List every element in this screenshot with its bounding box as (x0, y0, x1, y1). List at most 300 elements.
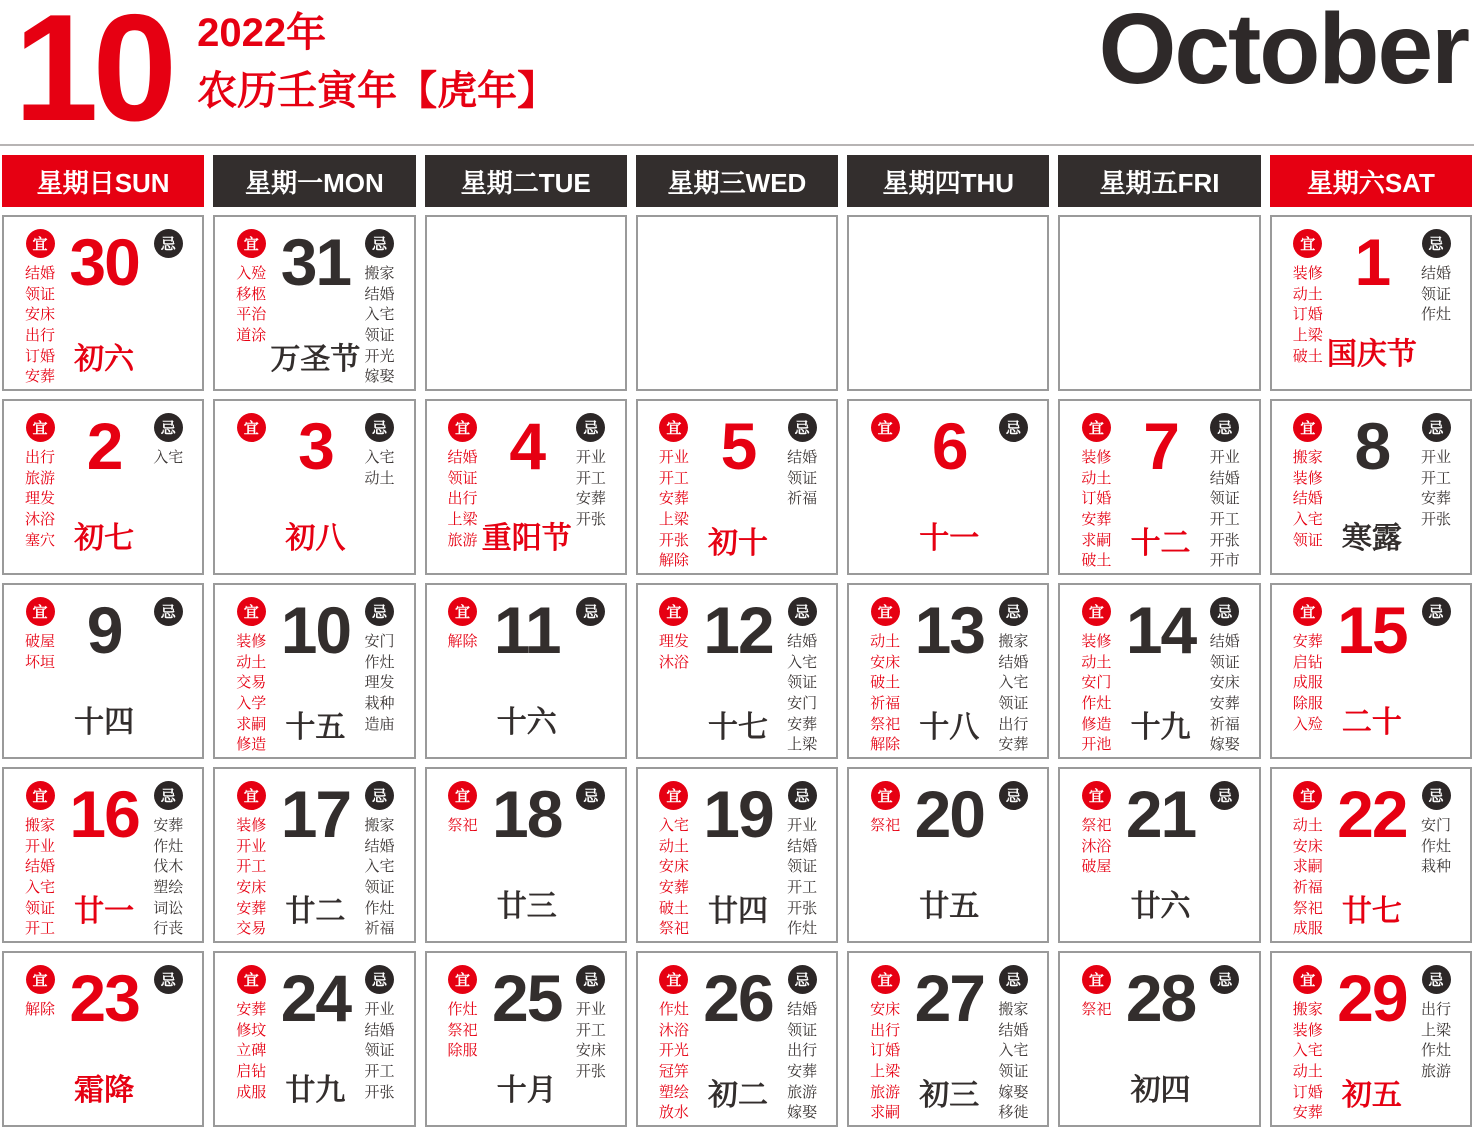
ji-item: 行丧 (153, 920, 184, 938)
ji-item: 搬家 (364, 265, 395, 282)
ji-badge: 忌 (576, 965, 605, 994)
ji-badge: 忌 (154, 597, 183, 626)
ji-list (1421, 264, 1451, 326)
yi-item: 破土 (870, 674, 901, 692)
day-cell (1058, 399, 1260, 575)
yi-item: 出行 (447, 490, 478, 508)
year-label: 2022年 (197, 11, 327, 55)
ji-badge: 忌 (365, 597, 394, 626)
yi-column (1282, 413, 1334, 567)
yi-item: 启钻 (1292, 653, 1323, 671)
day-number: 4 (509, 409, 545, 483)
ji-item: 结婚 (364, 285, 395, 303)
ji-badge: 忌 (1210, 781, 1239, 810)
ji-column (987, 781, 1039, 935)
yi-item: 动土 (1292, 1063, 1323, 1081)
yi-item: 作灶 (658, 1001, 689, 1018)
day-number: 3 (298, 409, 333, 483)
ji-item: 入宅 (364, 858, 395, 876)
day-cell (2, 951, 204, 1127)
yi-item: 求嗣 (236, 715, 267, 733)
yi-item: 开池 (1081, 736, 1112, 754)
ji-item: 领证 (1420, 285, 1451, 303)
ji-badge: 忌 (999, 413, 1028, 442)
day-label: 二十 (1341, 706, 1402, 739)
yi-item: 修坟 (236, 1021, 267, 1039)
yi-column (1070, 965, 1122, 1119)
ji-item: 伐木 (153, 858, 184, 876)
day-number: 7 (1143, 409, 1178, 483)
day-center (270, 225, 361, 388)
ji-column (142, 781, 194, 940)
yi-badge: 宜 (871, 781, 900, 810)
yi-item: 安葬 (236, 1001, 267, 1018)
yi-badge: 宜 (1082, 965, 1111, 994)
yi-item: 装修 (236, 633, 267, 650)
ji-item: 入宅 (364, 306, 395, 324)
weekday-header-row (0, 155, 1474, 207)
yi-list (236, 1000, 266, 1103)
ji-item: 开业 (575, 449, 606, 466)
ji-column (1199, 413, 1251, 572)
yi-list (870, 632, 900, 756)
ji-item: 开市 (1209, 552, 1240, 570)
ji-item: 作灶 (364, 653, 395, 671)
yi-column (1070, 781, 1122, 935)
ji-badge: 忌 (154, 781, 183, 810)
ji-item: 移徙 (998, 1104, 1029, 1122)
ji-badge: 忌 (788, 597, 817, 626)
yi-column (1070, 413, 1122, 572)
ji-list (153, 816, 183, 940)
day-label: 廿五 (919, 890, 980, 923)
yi-badge: 宜 (26, 229, 55, 258)
yi-item: 放水 (658, 1104, 689, 1122)
weekday-cell: 星期六SAT (1270, 155, 1472, 207)
yi-item: 移柩 (236, 285, 267, 303)
day-center (911, 409, 987, 567)
ji-item: 理发 (364, 674, 395, 692)
calendar-header (0, 0, 1474, 153)
day-cell (1270, 399, 1472, 575)
ji-item: 开工 (1209, 511, 1240, 529)
yi-item: 上梁 (658, 511, 689, 529)
ji-badge: 忌 (1422, 229, 1451, 258)
ji-item: 领证 (787, 469, 818, 487)
yi-badge: 宜 (237, 965, 266, 994)
ji-item: 出行 (1420, 1001, 1451, 1018)
day-number: 19 (703, 777, 773, 851)
day-cell (1270, 215, 1472, 391)
ji-badge: 忌 (154, 413, 183, 442)
ji-item: 安门 (787, 695, 818, 713)
ji-item: 开工 (364, 1063, 395, 1081)
ji-item: 结婚 (787, 1001, 818, 1018)
yi-item: 交易 (236, 920, 267, 938)
ji-badge: 忌 (1422, 597, 1451, 626)
yi-item: 开工 (658, 469, 689, 487)
day-label: 重阳节 (481, 522, 572, 555)
day-cell (1270, 583, 1472, 759)
day-number: 6 (931, 409, 967, 483)
day-number: 15 (1337, 593, 1407, 667)
yi-item: 旅游 (24, 469, 55, 487)
day-cell (1270, 767, 1472, 943)
month-name: October (1098, 0, 1468, 105)
yi-item: 交易 (236, 674, 267, 692)
day-cell (636, 583, 838, 759)
yi-item: 动土 (1081, 469, 1112, 487)
day-number: 13 (914, 593, 984, 667)
day-center (1122, 961, 1198, 1119)
ji-item: 安葬 (998, 736, 1029, 754)
day-label: 初三 (919, 1079, 980, 1113)
day-cell (847, 951, 1049, 1127)
day-number: 28 (1125, 961, 1196, 1035)
ji-item: 嫁娶 (1209, 736, 1240, 754)
day-center (1334, 961, 1410, 1124)
yi-item: 解除 (658, 552, 689, 570)
day-cell (213, 399, 415, 575)
yi-column (14, 965, 66, 1119)
yi-item: 祭祀 (658, 920, 689, 938)
ji-item: 安葬 (575, 490, 606, 508)
yi-item: 订婚 (870, 1042, 901, 1060)
yi-item: 订婚 (24, 347, 55, 365)
yi-column (1282, 781, 1334, 940)
yi-badge: 宜 (871, 413, 900, 442)
yi-item: 破屋 (1081, 858, 1112, 876)
ji-item: 搬家 (998, 1001, 1029, 1018)
ji-column (565, 781, 617, 935)
day-number: 26 (703, 961, 773, 1035)
day-cell (425, 951, 627, 1127)
ji-badge: 忌 (788, 781, 817, 810)
yi-column (859, 965, 911, 1124)
yi-item: 旅游 (870, 1083, 901, 1101)
yi-list (870, 816, 900, 837)
ji-column (142, 597, 194, 751)
yi-item: 安葬 (236, 899, 267, 917)
day-label: 初五 (1341, 1079, 1402, 1113)
yi-item: 安床 (870, 1001, 901, 1018)
yi-badge: 宜 (1293, 965, 1322, 994)
yi-item: 入宅 (24, 879, 55, 897)
day-center (489, 593, 565, 751)
yi-list (1293, 264, 1323, 367)
ji-item: 领证 (1209, 653, 1240, 671)
ji-column (354, 781, 406, 940)
yi-item: 装修 (1081, 449, 1112, 466)
yi-item: 作灶 (447, 1001, 478, 1018)
yi-item: 上梁 (447, 511, 478, 529)
day-cell (636, 399, 838, 575)
day-label: 寒露 (1341, 522, 1402, 555)
yi-list (236, 816, 266, 940)
ji-item: 结婚 (787, 837, 818, 855)
yi-badge: 宜 (1082, 781, 1111, 810)
ji-list (576, 1000, 606, 1083)
yi-list (25, 1000, 55, 1021)
ji-item: 结婚 (1209, 469, 1240, 487)
day-center (700, 961, 776, 1124)
yi-item: 安床 (658, 858, 689, 876)
ji-item: 入宅 (153, 449, 184, 466)
ji-column (776, 597, 828, 756)
ji-column (142, 965, 194, 1119)
yi-badge: 宜 (448, 597, 477, 626)
ji-column (1199, 781, 1251, 935)
yi-list (236, 264, 266, 347)
day-number: 10 (280, 593, 351, 667)
yi-item: 沐浴 (1081, 837, 1112, 855)
ji-column (354, 229, 406, 388)
ji-item: 作灶 (364, 899, 395, 917)
yi-item: 解除 (447, 633, 478, 650)
yi-item: 装修 (1292, 1021, 1323, 1039)
yi-item: 结婚 (447, 449, 478, 466)
ji-column (987, 597, 1039, 756)
yi-item: 装修 (1292, 265, 1323, 282)
day-center (489, 777, 565, 935)
yi-item: 沐浴 (658, 1021, 689, 1039)
ji-item: 结婚 (364, 1021, 395, 1039)
ji-column (1199, 597, 1251, 756)
ji-item: 结婚 (1420, 265, 1451, 282)
yi-item: 结婚 (24, 858, 55, 876)
yi-item: 装修 (236, 817, 267, 834)
day-center (1334, 409, 1410, 567)
yi-item: 道涂 (236, 327, 267, 345)
yi-column (648, 965, 700, 1124)
yi-badge: 宜 (659, 413, 688, 442)
ji-item: 栽种 (1420, 858, 1451, 876)
day-center (66, 777, 142, 940)
weekday-cell: 星期三WED (636, 155, 838, 207)
yi-list (25, 448, 55, 551)
yi-column (225, 413, 277, 567)
yi-list (1081, 816, 1111, 878)
yi-item: 成服 (1292, 920, 1323, 938)
day-label: 初七 (74, 522, 135, 555)
ji-item: 领证 (364, 327, 395, 345)
yi-column (225, 597, 277, 756)
yi-badge: 宜 (1293, 597, 1322, 626)
ji-list (998, 632, 1028, 756)
yi-column (14, 781, 66, 940)
ji-item: 开工 (575, 469, 606, 487)
day-label: 十七 (707, 711, 768, 745)
yi-list (1081, 448, 1111, 572)
yi-badge: 宜 (26, 965, 55, 994)
ji-column (565, 413, 617, 567)
ji-item: 结婚 (998, 1021, 1029, 1039)
yi-item: 开业 (658, 449, 689, 466)
ji-item: 开业 (1420, 449, 1451, 466)
ji-badge: 忌 (365, 413, 394, 442)
ji-column (565, 965, 617, 1119)
ji-item: 嫁娶 (364, 368, 395, 386)
yi-item: 修造 (236, 736, 267, 754)
yi-item: 结婚 (1292, 490, 1323, 508)
yi-item: 安床 (870, 653, 901, 671)
day-label: 初二 (707, 1079, 768, 1113)
weekday-cell: 星期四THU (847, 155, 1049, 207)
day-number: 29 (1337, 961, 1407, 1035)
yi-item: 搬家 (1292, 449, 1323, 466)
ji-item: 领证 (998, 695, 1029, 713)
yi-item: 平治 (236, 306, 267, 324)
ji-badge: 忌 (999, 781, 1028, 810)
ji-list (998, 1000, 1028, 1124)
yi-item: 破土 (658, 899, 689, 917)
ji-item: 作灶 (1420, 837, 1451, 855)
yi-list (448, 448, 478, 551)
ji-item: 出行 (998, 715, 1029, 733)
ji-item: 搬家 (998, 633, 1029, 650)
ji-column (565, 597, 617, 751)
ji-item: 领证 (1209, 490, 1240, 508)
ji-badge: 忌 (999, 965, 1028, 994)
yi-item: 安葬 (24, 368, 55, 386)
yi-list (659, 1000, 689, 1124)
yi-item: 装修 (1292, 469, 1323, 487)
day-center (1122, 777, 1198, 935)
day-cell (213, 767, 415, 943)
yi-column (648, 597, 700, 756)
ji-badge: 忌 (365, 965, 394, 994)
yi-badge: 宜 (237, 781, 266, 810)
day-number: 21 (1125, 777, 1196, 851)
yi-item: 祈福 (870, 695, 901, 713)
yi-item: 结婚 (24, 265, 55, 282)
ji-list (365, 264, 395, 388)
yi-item: 祭祀 (1292, 899, 1323, 917)
ji-column (776, 781, 828, 940)
yi-item: 启钻 (236, 1063, 267, 1081)
ji-item: 安门 (364, 633, 395, 650)
ji-item: 领证 (787, 1021, 818, 1039)
day-label: 霜降 (74, 1074, 135, 1107)
yi-badge: 宜 (26, 597, 55, 626)
day-center (700, 593, 776, 756)
day-label: 十八 (919, 711, 980, 745)
yi-item: 安葬 (658, 879, 689, 897)
yi-column (859, 597, 911, 756)
ji-badge: 忌 (1210, 413, 1239, 442)
ji-item: 开张 (1209, 531, 1240, 549)
yi-item: 订婚 (1292, 306, 1323, 324)
yi-item: 开业 (24, 837, 55, 855)
yi-item: 解除 (24, 1001, 55, 1018)
day-label: 廿一 (74, 895, 135, 929)
yi-list (1293, 816, 1323, 940)
day-center (66, 961, 142, 1119)
ji-item: 安床 (575, 1042, 606, 1060)
ji-badge: 忌 (1210, 965, 1239, 994)
ji-item: 动土 (364, 469, 395, 487)
ji-item: 嫁娶 (787, 1104, 818, 1122)
ji-item: 上梁 (787, 736, 818, 754)
ji-column (987, 965, 1039, 1124)
yi-list (659, 448, 689, 572)
yi-item: 除服 (1292, 695, 1323, 713)
day-center (700, 777, 776, 940)
ji-column (354, 413, 406, 567)
ji-column (1410, 965, 1462, 1124)
yi-item: 作灶 (1081, 695, 1112, 713)
empty-cell (1058, 215, 1260, 391)
yi-item: 领证 (1292, 531, 1323, 549)
day-label: 国庆节 (1326, 338, 1417, 371)
yi-item: 开工 (24, 920, 55, 938)
day-center (911, 777, 987, 935)
ji-item: 安葬 (1209, 695, 1240, 713)
ji-list (365, 448, 395, 489)
yi-badge: 宜 (659, 781, 688, 810)
ji-item: 领证 (364, 1042, 395, 1060)
ji-item: 安葬 (153, 817, 184, 834)
ji-column (142, 229, 194, 388)
yi-badge: 宜 (1082, 413, 1111, 442)
ji-item: 塑绘 (153, 879, 184, 897)
yi-item: 入宅 (658, 817, 689, 834)
yi-column (437, 965, 489, 1119)
ji-item: 领证 (998, 1063, 1029, 1081)
ji-item: 结婚 (364, 837, 395, 855)
yi-list (25, 632, 55, 673)
yi-item: 理发 (658, 633, 689, 650)
day-center (277, 409, 353, 567)
yi-item: 成服 (1292, 674, 1323, 692)
yi-item: 修造 (1081, 715, 1112, 733)
yi-badge: 宜 (237, 413, 266, 442)
ji-item: 开工 (787, 879, 818, 897)
yi-item: 动土 (236, 653, 267, 671)
yi-item: 祭祀 (870, 715, 901, 733)
yi-list (236, 632, 266, 756)
day-cell (1058, 767, 1260, 943)
yi-list (1081, 1000, 1111, 1021)
yi-badge: 宜 (1293, 781, 1322, 810)
day-label: 廿九 (285, 1074, 346, 1107)
ji-list (787, 816, 817, 940)
day-number: 11 (493, 593, 560, 667)
day-number: 16 (69, 777, 139, 851)
yi-item: 领证 (24, 285, 55, 303)
yi-list (1081, 632, 1111, 756)
yi-column (859, 781, 911, 935)
ji-column (354, 597, 406, 756)
day-number: 18 (491, 777, 562, 851)
day-number: 2 (86, 409, 122, 483)
day-cell (636, 951, 838, 1127)
day-cell (213, 583, 415, 759)
yi-item: 出行 (870, 1021, 901, 1039)
ji-item: 作灶 (787, 920, 818, 938)
day-label: 廿二 (285, 895, 346, 929)
yi-item: 祭祀 (447, 1021, 478, 1039)
yi-badge: 宜 (448, 413, 477, 442)
ji-badge: 忌 (154, 965, 183, 994)
yi-column (648, 781, 700, 940)
yi-item: 开业 (236, 837, 267, 855)
day-cell (2, 583, 204, 759)
ji-badge: 忌 (576, 597, 605, 626)
day-number: 25 (491, 961, 562, 1035)
day-label: 初十 (707, 527, 768, 561)
weekday-cell: 星期五FRI (1058, 155, 1260, 207)
